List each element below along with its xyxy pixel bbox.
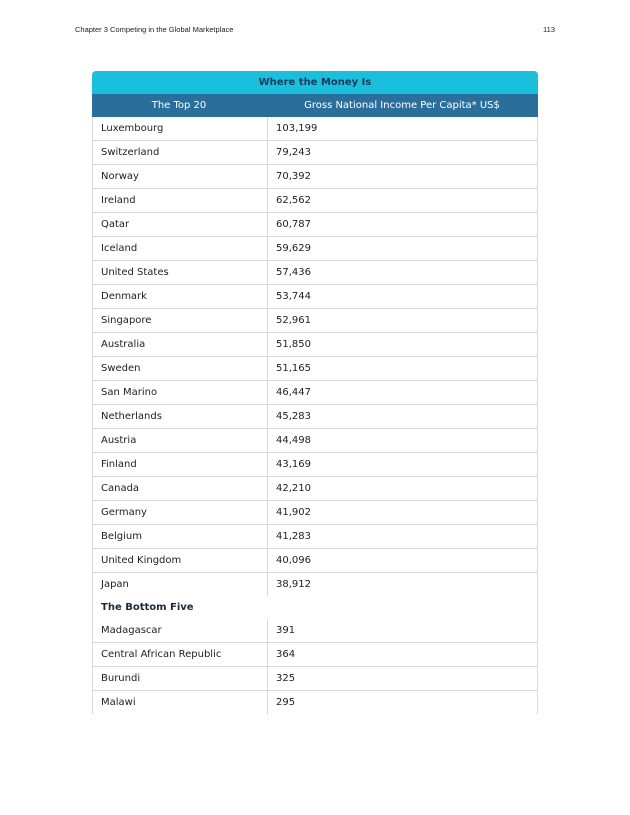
country-cell: Australia — [93, 333, 268, 357]
country-cell: Iceland — [93, 237, 268, 261]
table-row — [93, 691, 538, 715]
table-title: Where the Money Is — [92, 71, 538, 94]
page-number: 113 — [543, 25, 555, 34]
country-cell: Burundi — [93, 667, 268, 691]
country-cell: Luxembourg — [93, 117, 268, 141]
table-row — [93, 525, 538, 549]
section-row-bottom-five — [93, 596, 538, 619]
gni-value-cell: 43,169 — [268, 453, 538, 477]
table-row — [93, 357, 538, 381]
gni-value-cell: 62,562 — [268, 189, 538, 213]
gni-value-cell: 51,165 — [268, 357, 538, 381]
country-cell: Singapore — [93, 309, 268, 333]
gni-value-cell: 52,961 — [268, 309, 538, 333]
table-row — [93, 285, 538, 309]
country-cell: United Kingdom — [93, 549, 268, 573]
chapter-title: Chapter 3 Competing in the Global Marketplace — [75, 25, 234, 34]
table-row — [93, 261, 538, 285]
column-header-gni: Gross National Income Per Capita* US$ — [304, 100, 500, 111]
gni-value-cell: 70,392 — [268, 165, 538, 189]
gni-value-cell: 51,850 — [268, 333, 538, 357]
table-row — [93, 643, 538, 667]
income-table — [92, 71, 538, 714]
country-cell: Central African Republic — [93, 643, 268, 667]
country-cell: Netherlands — [93, 405, 268, 429]
table-row — [93, 477, 538, 501]
country-cell: Austria — [93, 429, 268, 453]
table-row — [93, 453, 538, 477]
table-row — [93, 501, 538, 525]
gni-value-cell: 42,210 — [268, 477, 538, 501]
table-row — [93, 237, 538, 261]
gni-value-cell: 41,283 — [268, 525, 538, 549]
table-row — [93, 573, 538, 597]
table-row — [93, 619, 538, 643]
gni-value-cell: 364 — [268, 643, 538, 667]
gni-value-cell: 40,096 — [268, 549, 538, 573]
country-cell: Madagascar — [93, 619, 268, 643]
table-header-row — [92, 94, 538, 117]
table-row — [93, 141, 538, 165]
table-row — [93, 189, 538, 213]
country-cell: Switzerland — [93, 141, 268, 165]
gni-value-cell: 57,436 — [268, 261, 538, 285]
table-row — [93, 213, 538, 237]
table-row — [93, 405, 538, 429]
table-row — [93, 333, 538, 357]
table-body — [92, 117, 538, 714]
gni-value-cell: 103,199 — [268, 117, 538, 141]
gni-value-cell: 46,447 — [268, 381, 538, 405]
table-row — [93, 165, 538, 189]
table-row — [93, 309, 538, 333]
country-cell: Belgium — [93, 525, 268, 549]
table-row — [93, 667, 538, 691]
gni-value-cell: 44,498 — [268, 429, 538, 453]
country-cell: Finland — [93, 453, 268, 477]
table-row — [93, 549, 538, 573]
section-label: The Bottom Five — [93, 596, 538, 619]
country-cell: Germany — [93, 501, 268, 525]
gni-value-cell: 38,912 — [268, 573, 538, 597]
gni-value-cell: 325 — [268, 667, 538, 691]
column-header-top-20: The Top 20 — [151, 100, 207, 111]
country-cell: Norway — [93, 165, 268, 189]
country-cell: Qatar — [93, 213, 268, 237]
gni-value-cell: 41,902 — [268, 501, 538, 525]
table-row — [93, 117, 538, 141]
gni-value-cell: 391 — [268, 619, 538, 643]
gni-value-cell: 59,629 — [268, 237, 538, 261]
gni-value-cell: 79,243 — [268, 141, 538, 165]
gni-value-cell: 295 — [268, 691, 538, 715]
country-cell: Japan — [93, 573, 268, 597]
country-cell: Canada — [93, 477, 268, 501]
country-cell: Malawi — [93, 691, 268, 715]
country-cell: United States — [93, 261, 268, 285]
table-row — [93, 429, 538, 453]
country-cell: San Marino — [93, 381, 268, 405]
country-cell: Ireland — [93, 189, 268, 213]
table-row — [93, 381, 538, 405]
gni-value-cell: 60,787 — [268, 213, 538, 237]
gni-value-cell: 45,283 — [268, 405, 538, 429]
country-cell: Sweden — [93, 357, 268, 381]
country-cell: Denmark — [93, 285, 268, 309]
gni-value-cell: 53,744 — [268, 285, 538, 309]
